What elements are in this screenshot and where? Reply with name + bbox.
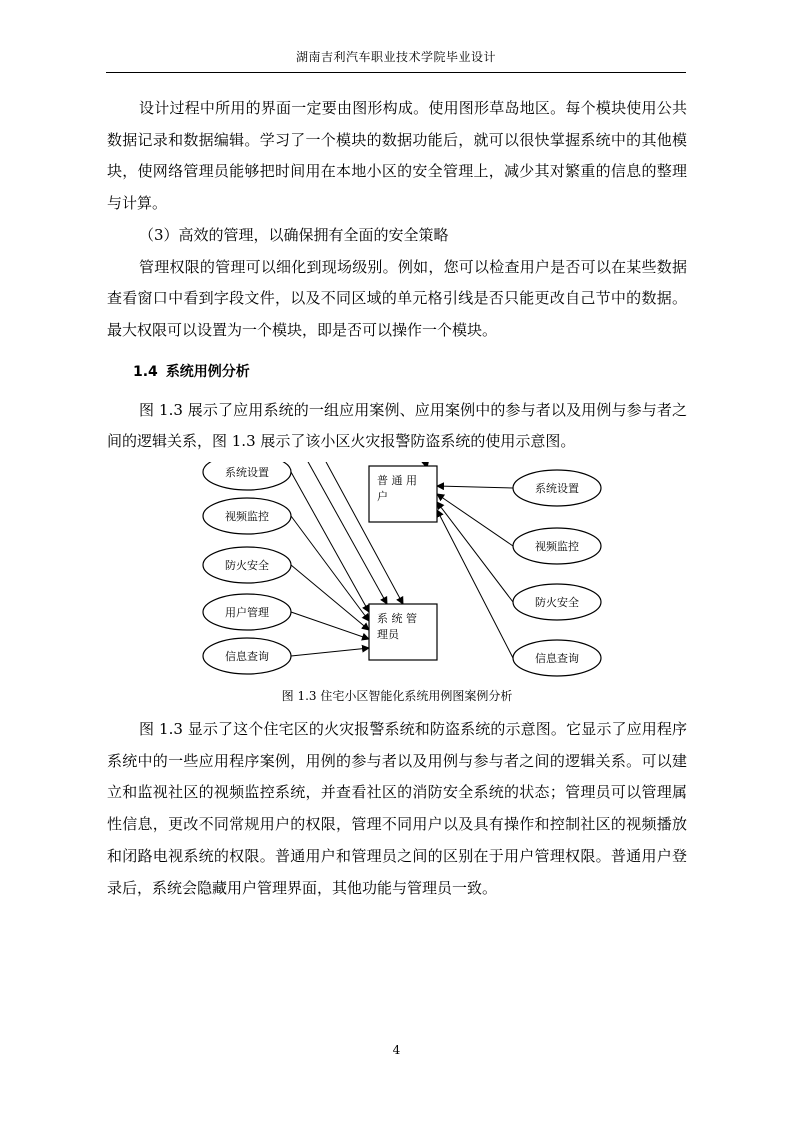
use-case-diagram bbox=[107, 462, 687, 682]
left-use-case-1 bbox=[203, 498, 291, 534]
paragraph-heading-3: （3）高效的管理，以确保拥有全面的安全策略 bbox=[139, 225, 449, 244]
left-use-case-4 bbox=[203, 638, 291, 674]
use-case-diagram-svg bbox=[107, 462, 687, 682]
section-number: 1.4 bbox=[133, 363, 158, 380]
right-use-case-3-label: 信息查询 bbox=[535, 652, 579, 666]
actor-normal-user bbox=[369, 466, 437, 522]
connector-right-1 bbox=[437, 494, 513, 546]
left-use-case-4-label: 信息查询 bbox=[225, 650, 269, 664]
paragraph-after-figure: 图 1.3 显示了这个住宅区的火灾报警系统和防盗系统的示意图。它显示了应用程序系统中的一些应用程序案例，用例的参与者以及用例与参与者之间的逻辑关系。可以建立和监视社区的视频监控系统，并查看社区的消防安全系统的状态；管理员可以管理属性信息，更改不同常规用户的权限，管理不同用户以及具有操作和控制社区的视频播放和闭路电视系统的权限。普通用户和管理员之间的区别在于用户管理权限。普通用户登录后，系统会隐藏用户管理界面，其他功能与管理员一致。 bbox=[107, 720, 687, 897]
right-use-case-1 bbox=[513, 528, 601, 564]
right-use-case-0-label: 系统设置 bbox=[535, 482, 579, 496]
connector-right-2 bbox=[437, 502, 513, 602]
connector-left-1 bbox=[291, 516, 369, 621]
left-use-case-3 bbox=[203, 594, 291, 630]
actor-admin-label-0: 系 统 管 bbox=[377, 612, 417, 626]
left-use-case-2-label: 防火安全 bbox=[225, 559, 269, 573]
right-use-case-1-label: 视频监控 bbox=[535, 540, 579, 554]
right-use-case-2-label: 防火安全 bbox=[535, 596, 579, 610]
right-use-case-0 bbox=[513, 470, 601, 506]
left-use-case-1-label: 视频监控 bbox=[225, 510, 269, 524]
actor-admin bbox=[369, 604, 437, 660]
section-title bbox=[107, 361, 687, 383]
figure-caption: 图 1.3 住宅小区智能化系统用例图案例分析 bbox=[281, 689, 513, 704]
page-header: 湖南吉利汽车职业技术学院毕业设计 bbox=[295, 50, 496, 64]
connector-right-0 bbox=[437, 486, 513, 488]
page-body bbox=[107, 93, 687, 904]
right-use-case-3 bbox=[513, 640, 601, 676]
actor-normal-user-label-0: 普 通 用 bbox=[377, 474, 417, 488]
left-use-case-3-label: 用户管理 bbox=[225, 606, 269, 620]
actor-normal-user-label-1: 户 bbox=[377, 490, 388, 504]
paragraph-interface: 设计过程中所用的界面一定要由图形构成。使用图形草岛地区。每个模块使用公共数据记录和数据编辑。学习了一个模块的数据功能后，就可以很快掌握系统中的其他模块，使网络管理员能够把时间用在本地小区的安全管理上，减少其对繁重的信息的整理与计算。 bbox=[107, 99, 687, 213]
connector-left-3 bbox=[291, 612, 369, 639]
connector-left-4 bbox=[291, 648, 369, 656]
actor-admin-label-1: 理员 bbox=[377, 628, 399, 642]
right-use-case-2 bbox=[513, 584, 601, 620]
connector-right-3 bbox=[437, 510, 513, 658]
left-use-case-2 bbox=[203, 547, 291, 583]
page-number: 4 bbox=[392, 1043, 401, 1057]
section-title-text: 系统用例分析 bbox=[165, 363, 250, 380]
paragraph-intro: 图 1.3 展示了应用系统的一组应用案例、应用案例中的参与者以及用例与参与者之间的逻辑关系，图 1.3 展示了该小区火灾报警防盗系统的使用示意图。 bbox=[107, 400, 687, 451]
connector-left-0 bbox=[291, 472, 369, 612]
connector-left-2 bbox=[291, 565, 369, 630]
left-use-case-0 bbox=[203, 462, 291, 490]
left-use-case-0-label: 系统设置 bbox=[225, 466, 269, 480]
paragraph-permissions: 管理权限的管理可以细化到现场级别。例如，您可以检查用户是否可以在某些数据查看窗口中看到字段文件，以及不同区域的单元格引线是否只能更改自己节中的数据。最大权限可以设置为一个模块，即是否可以操作一个模块。 bbox=[107, 257, 687, 339]
header-rule bbox=[106, 72, 686, 73]
